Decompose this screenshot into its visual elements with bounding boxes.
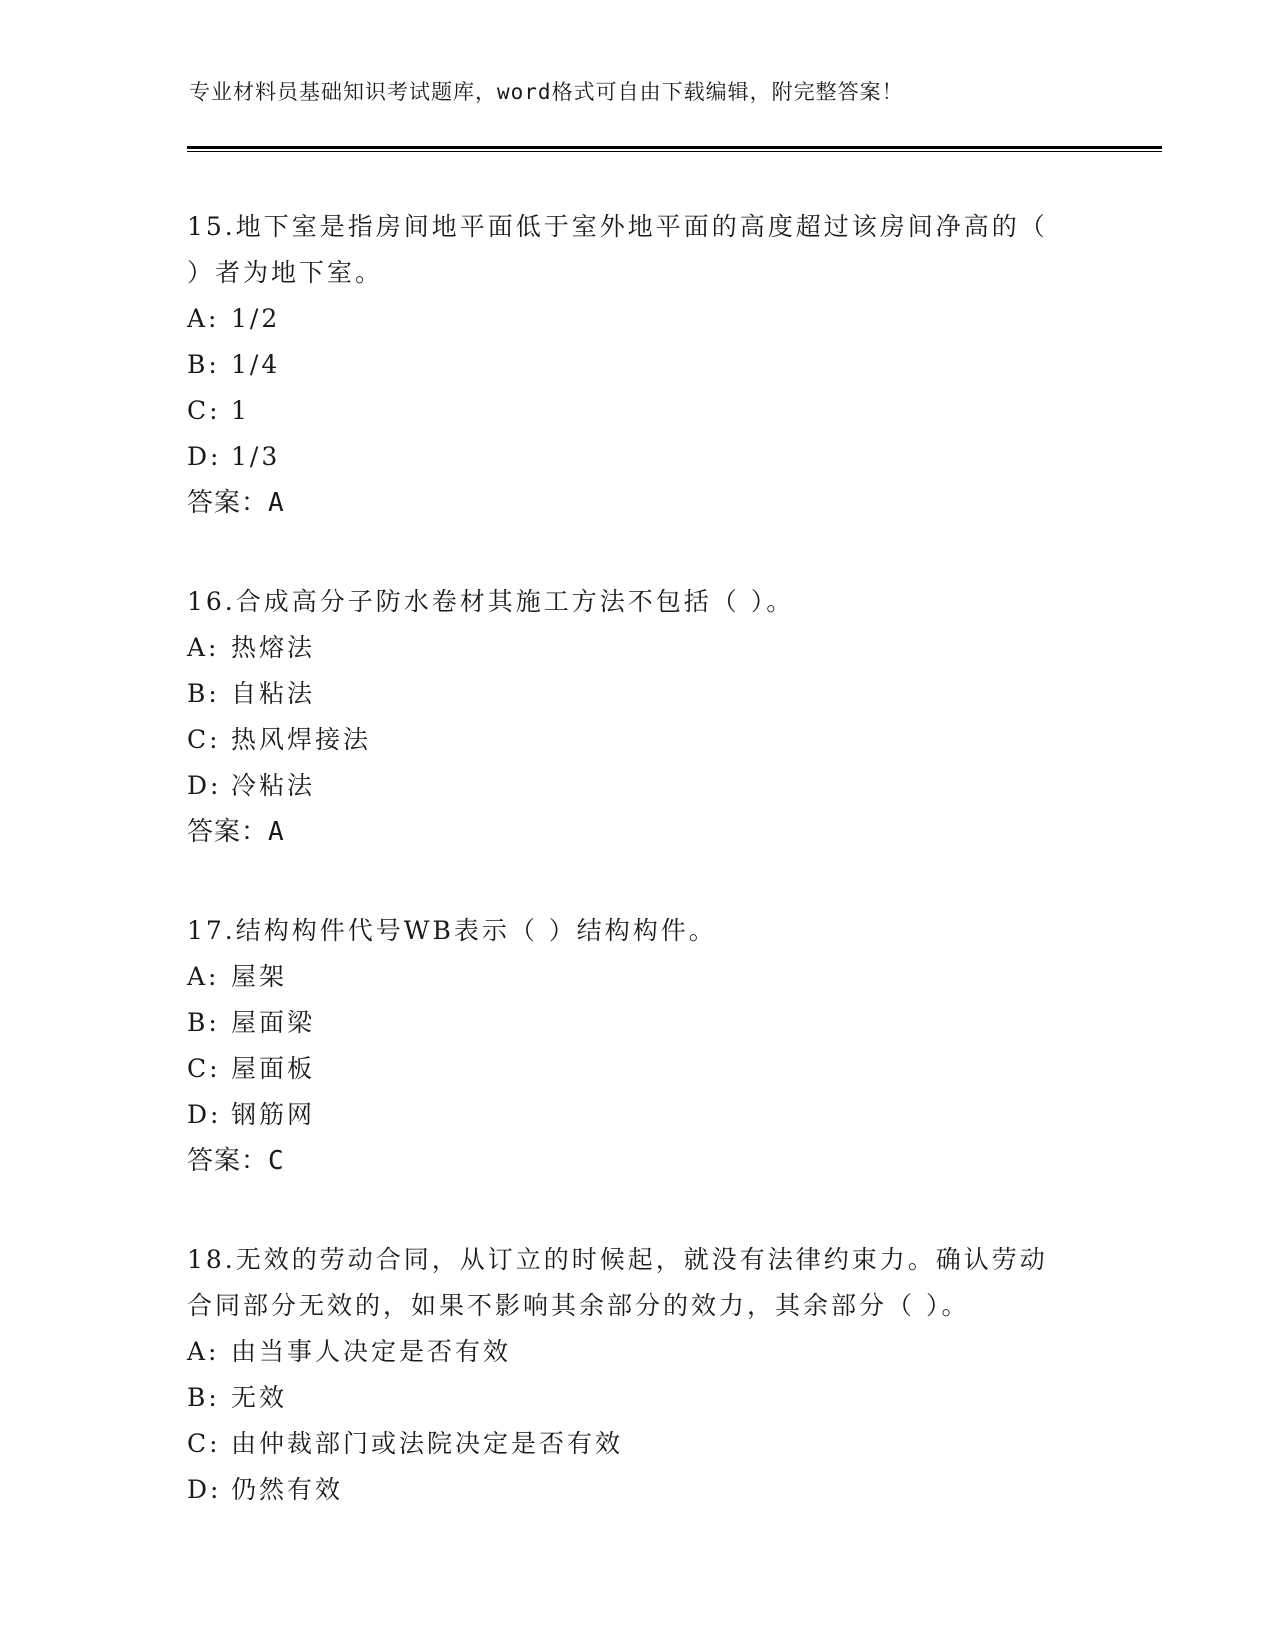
option-a	[187, 625, 1087, 671]
answer-value: C	[268, 1146, 285, 1176]
question-stem: 17.结构构件代号WB表示（ ）结构构件。	[187, 916, 717, 945]
option-letter: A:	[187, 962, 220, 991]
option-letter: B:	[187, 1383, 220, 1412]
header-divider-thin	[187, 151, 1162, 152]
option-text: 屋架	[231, 962, 288, 991]
option-b	[187, 342, 1087, 388]
option-d	[187, 1092, 1087, 1138]
question-list	[187, 204, 1087, 1566]
option-text: 由当事人决定是否有效	[231, 1337, 512, 1366]
question-stem: 18.无效的劳动合同，从订立的时候起，就没有法律约束力。确认劳动合同部分无效的，如果不影响其余部分的效力，其余部分（ ）。	[187, 1245, 1048, 1320]
answer-label: 答案：	[187, 488, 269, 518]
option-letter: A:	[187, 1337, 220, 1366]
header-divider	[187, 146, 1162, 149]
option-a	[187, 1329, 1087, 1375]
answer-line	[187, 809, 1087, 855]
option-letter: D:	[187, 771, 222, 800]
question-18	[187, 1237, 1087, 1513]
answer-line	[187, 480, 1087, 526]
option-text: 冷粘法	[231, 771, 316, 800]
option-letter: C:	[187, 1054, 221, 1083]
option-letter: B:	[187, 679, 220, 708]
question-stem: 16.合成高分子防水卷材其施工方法不包括（ ）。	[187, 587, 795, 616]
option-b	[187, 671, 1087, 717]
question-16	[187, 579, 1087, 855]
answer-label: 答案：	[187, 817, 269, 847]
answer-value: A	[268, 488, 285, 518]
option-letter: A:	[187, 304, 220, 333]
option-c	[187, 717, 1087, 763]
answer-label: 答案：	[187, 1146, 269, 1176]
option-c	[187, 1421, 1087, 1467]
answer-value: A	[268, 817, 285, 847]
option-letter: C:	[187, 725, 221, 754]
option-letter: D:	[187, 1100, 222, 1129]
option-text: 1	[231, 396, 250, 425]
option-letter: B:	[187, 350, 220, 379]
option-d	[187, 763, 1087, 809]
option-text: 由仲裁部门或法院决定是否有效	[231, 1429, 624, 1458]
option-text: 自粘法	[231, 679, 316, 708]
page-header: 专业材料员基础知识考试题库，word格式可自由下载编辑，附完整答案！	[189, 80, 904, 104]
option-text: 1/3	[231, 442, 281, 471]
option-letter: D:	[187, 1475, 222, 1504]
option-b	[187, 1375, 1087, 1421]
question-stem: 15.地下室是指房间地平面低于室外地平面的高度超过该房间净高的（ ）者为地下室。	[187, 212, 1048, 287]
option-text: 仍然有效	[231, 1475, 344, 1504]
option-text: 热风焊接法	[231, 725, 372, 754]
question-17	[187, 908, 1087, 1184]
option-c	[187, 1046, 1087, 1092]
option-text: 屋面梁	[231, 1008, 316, 1037]
option-letter: B:	[187, 1008, 220, 1037]
option-a	[187, 954, 1087, 1000]
option-letter: D:	[187, 442, 222, 471]
option-text: 钢筋网	[231, 1100, 316, 1129]
option-letter: A:	[187, 633, 220, 662]
option-text: 1/4	[231, 350, 281, 379]
answer-line	[187, 1138, 1087, 1184]
option-d	[187, 1467, 1087, 1513]
option-c	[187, 388, 1087, 434]
question-15	[187, 204, 1087, 526]
option-text: 无效	[231, 1383, 288, 1412]
option-text: 1/2	[231, 304, 281, 333]
option-text: 屋面板	[231, 1054, 316, 1083]
option-b	[187, 1000, 1087, 1046]
option-text: 热熔法	[231, 633, 316, 662]
option-letter: C:	[187, 1429, 221, 1458]
option-d	[187, 434, 1087, 480]
option-a	[187, 296, 1087, 342]
option-letter: C:	[187, 396, 221, 425]
